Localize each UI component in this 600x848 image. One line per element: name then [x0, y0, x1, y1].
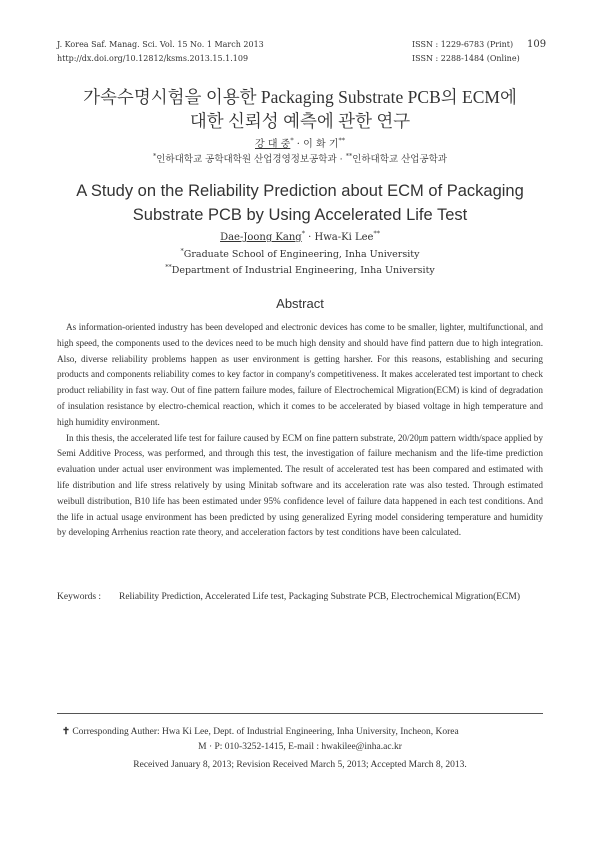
korean-title-line2: 대한 신뢰성 예측에 관한 연구 [189, 111, 411, 131]
english-author1: Dae-Joong Kang [220, 232, 302, 243]
english-author-separator: · [304, 232, 315, 243]
keywords-text: Reliability Prediction, Accelerated Life test, Packaging Substrate PCB, Electrochemical Migration(ECM) [119, 592, 521, 602]
english-author1-mark: * [301, 229, 305, 238]
korean-aff2: 인하대학교 산업공학과 [352, 154, 447, 165]
korean-authors [0, 135, 600, 150]
received-dates: Received January 8, 2013; Revision Received March 5, 2013; Accepted March 8, 2013. [133, 760, 467, 770]
english-aff2-mark: ** [165, 262, 172, 271]
issn-print: ISSN : 1229-6783 (Print) [412, 40, 514, 49]
contact-info: M · P: 010-3252-1415, E-mail : hwakilee@inha.ac.kr [198, 742, 402, 752]
korean-aff1-mark: * [152, 151, 157, 160]
korean-affiliations [0, 151, 600, 165]
english-affiliation2 [0, 262, 600, 276]
korean-author2: 이 화 기 [303, 139, 339, 150]
abstract-paragraph-2: In this thesis, the accelerated life test for failure caused by ECM on fine pattern substrate, 20/20㎛ pattern width/space applied by Semi Additive Process, was performed, and through this test, the investigation of failure mechanism and the life-time prediction evaluation under actual user environment was implemented. The result of accelerated test has been compared and estimated with life distribution and life stress relatively by using Minitab software and its acceleration rate was also tested. Through estimated weibull distribution, B10 life has been estimated under 95% confidence level of failure data happened in each test conditions. And the life in actual usage environment has been predicted by using generalized Eyring model considering temperature and humidity by developing Arrhenius reaction rate theory, and acceleration factors by test conditions have been calculated. [57, 432, 543, 538]
korean-aff2-mark: ** [345, 151, 353, 160]
korean-author1-mark: * [290, 136, 294, 145]
page-number: 109 [527, 39, 547, 50]
english-affiliation1 [0, 246, 600, 260]
english-author2-mark: ** [373, 229, 380, 238]
abstract-paragraph-1: As information-oriented industry has been developed and electronic devices has come to be smaller, lighter, multifunctional, and high speed, the components used to the devices need to be much high density and should have find pattern due to high integration. Also, diverse reliability problems happen as user environment is getting harsher. For this reasons, establishing and securing products and components reliability comes to key factor in company's competitiveness. It makes accelerated test important to check product reliability in fast way. Out of fine pattern failure modes, failure of Electrochemical Migration(ECM) is kind of degradation of insulation resistance by electro-chemical reaction, which it comes to be accelerated by biased voltage in high temperature and high humidity environment. [57, 322, 543, 427]
english-aff1-mark: * [180, 246, 184, 255]
korean-aff1: 인하대학교 공학대학원 산업경영정보공학과 · [156, 154, 346, 165]
footnote-divider [57, 713, 543, 714]
english-aff2: Department of Industrial Engineering, Inha University [171, 265, 435, 276]
korean-title-line1: 가속수명시험을 이용한 Packaging Substrate PCB의 ECM에 [83, 87, 517, 107]
english-aff1: Graduate School of Engineering, Inha University [183, 249, 420, 260]
keywords [57, 590, 543, 624]
dagger-icon: ✝ [62, 727, 70, 737]
english-title-line1: A Study on the Reliability Prediction about ECM of Packaging [76, 182, 524, 200]
korean-author-separator: · [293, 139, 304, 150]
korean-author1: 강 대 중 [255, 139, 291, 150]
corresponding-author-text: Corresponding Auther: Hwa Ki Lee, Dept. of Industrial Engineering, Inha University, Incheon, Korea [69, 727, 459, 737]
abstract-body [57, 320, 543, 541]
corresponding-author [62, 726, 459, 737]
english-author2: Hwa-Ki Lee [314, 232, 374, 243]
abstract-heading: Abstract [276, 296, 324, 311]
journal-citation: J. Korea Saf. Manag. Sci. Vol. 15 No. 1 March 2013 [57, 40, 264, 49]
english-title-line2: Substrate PCB by Using Accelerated Life Test [132, 206, 468, 224]
doi-link[interactable]: http://dx.doi.org/10.12812/ksms.2013.15.1.109 [57, 54, 249, 63]
english-authors [0, 229, 600, 243]
keywords-label: Keywords : [57, 592, 102, 602]
issn-online: ISSN : 2288-1484 (Online) [412, 54, 520, 63]
korean-author2-mark: ** [338, 136, 345, 145]
